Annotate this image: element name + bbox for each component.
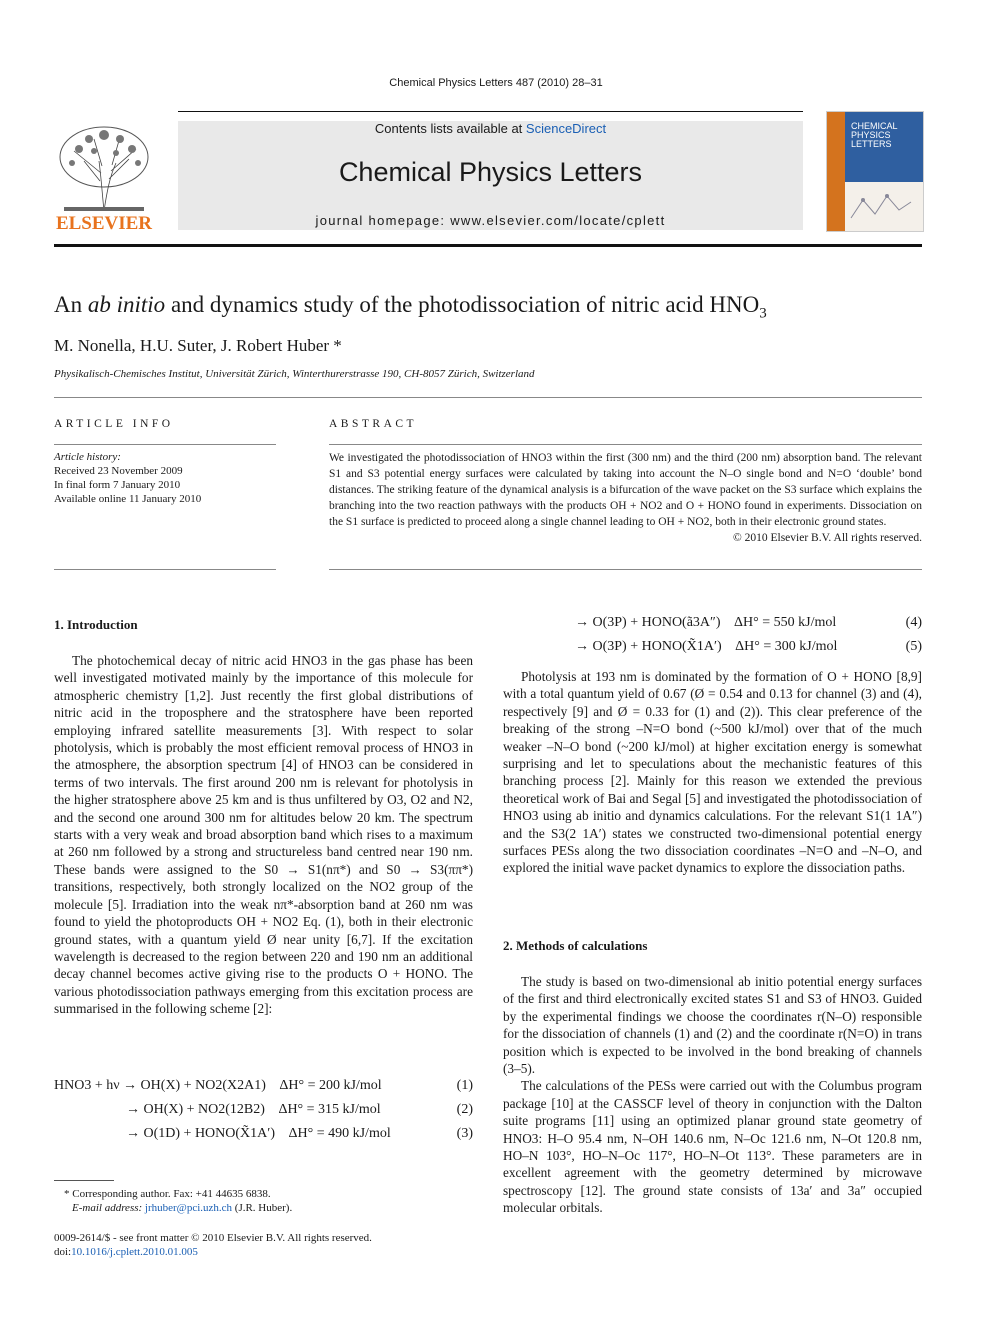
cover-title: CHEMICAL PHYSICS LETTERS (851, 121, 898, 149)
section-1-body (54, 652, 473, 1018)
header-top-rule (178, 111, 803, 112)
equation-1-enthalpy: ΔH° = 200 kJ/mol (279, 1078, 382, 1093)
equation-3 (126, 1126, 473, 1142)
methods-paragraph-2: The calculations of the PESs were carried out with the Columbus program package [10] at the CASSCF level of theory in conjunction with the Dalton suite programs [11] using an optimized planar ground state geometry of HNO3: H–O 95.4 nm, N–OH 140.6 nm, N–Oc 121.6 nm, N–Ot 120.8 nm, HO–N 103°, HO–N–Oc 117°, HO–N–Ot 113°. These parameters are in excellent agreement with the geometry determined by microwave spectroscopy [12]. The ground state consists of 13a′ and 3a″ occupied molecular orbitals. (503, 1078, 922, 1216)
abstract-bottom-rule (329, 569, 922, 570)
publisher-name: ELSEVIER (55, 213, 153, 234)
equation-5 (575, 639, 922, 655)
journal-banner (178, 121, 803, 230)
abstract-text: We investigated the photodissociation of HNO3 within the first (300 nm) and the third (200 nm) absorption band. The relevant S1 and S3 potential energy surfaces were calculated by taking into account the N–O single bond and N=O ‘double’ bond distances. The striking feature of the dynamical analysis is a bifurcation of the wave packet on the S3 surface which explains the branching into the two reaction pathways with the products OH + NO2 and O + HONO found in experiments. Dissociation on the S1 surface is predicted to proceed along a single channel leading to OH + NO2, both in their electronic ground states. (329, 452, 922, 528)
equation-5-lhs: → O(3P) + HONO(X̃1A′) (575, 639, 722, 654)
equation-2-enthalpy: ΔH° = 315 kJ/mol (278, 1102, 381, 1117)
equation-1 (54, 1078, 473, 1094)
equation-4-number: (4) (905, 615, 922, 630)
equation-5-number: (5) (905, 639, 922, 654)
footnote-rule (54, 1180, 114, 1181)
sciencedirect-link[interactable]: ScienceDirect (525, 121, 607, 136)
article-authors: M. Nonella, H.U. Suter, J. Robert Huber * (54, 336, 342, 355)
email-link[interactable]: jrhuber@pci.uzh.ch (144, 1202, 233, 1214)
article-info-rule (54, 444, 276, 445)
methods-paragraph-1: The study is based on two-dimensional ab initio potential energy surfaces of the first and third electronically excited states S1 and S3 of HNO3. Guided by the experimental findings we choose the coordinates r(N–O) responsible for the dissociation of channels (1) and (2) and the coordinate r(N=O) in trans position which is expected to be involved in the bond breaking of channels (3–5). (503, 974, 922, 1077)
cover-graphic-icon (849, 188, 919, 224)
intro-paragraph: The photochemical decay of nitric acid HNO3 in the gas phase has been well investigated motivated mainly by the importance of this molecule for atmospheric chemistry [1,2]. Just recently the first global distributions of nitric acid in the troposphere and the stratosphere have been reported employing infrared satellite measurements [3]. With respect to solar photolysis, which is probably the most efficient removal process of HNO3 in the atmosphere, the absorption spectrum [4] of HNO3 can be considered in terms of two intervals. The first around 200 nm is relevant for photolysis in the higher stratosphere above 25 km and is thus unfiltered by O3, O2 and N2, and the second one around 300 nm for altitudes below 20 km. The spectrum starts with a very weak and broad absorption band which rises to a maximum at 260 nm followed by a strong and structureless band centred near 190 nm. These bands were assigned to the S0 → S1(nπ*) and S0 → S3(ππ*) transitions, respectively, both strongly localized on the NO2 group of the molecule [5]. Irradiation into the weak nπ*-absorption band at 260 nm was found to yield the photoproducts OH + NO2 Eq. (1), both in their electronic ground states, with a quantum yield Ø near unity [6,7]. If the excitation wavelength is decreased to the region between 220 and 190 nm an additional decay channel becomes active giving rise to the products O + HONO. The various photodissociation pathways emerging from this excitation process are summarised in the following scheme [2]: (54, 653, 473, 1017)
article-title: An ab initio and dynamics study of the photodissociation of nitric acid $HNO_3$ (54, 292, 767, 322)
online-date: Available online 11 January 2010 (54, 493, 202, 505)
abstract-heading: ABSTRACT (329, 418, 418, 430)
equation-2-lhs: → OH(X) + NO2(12B2) (126, 1102, 265, 1117)
article-info-heading: ARTICLE INFO (54, 418, 174, 430)
author-affiliation: Physikalisch-Chemisches Institut, Universität Zürich, Winterthurerstrasse 190, CH-8057 Zürich, Switzerland (54, 368, 535, 380)
journal-title: Chemical Physics Letters (338, 157, 643, 187)
right-column-body (503, 668, 922, 877)
doi-line (54, 1245, 473, 1259)
final-form-date: In final form 7 January 2010 (54, 479, 181, 491)
contents-line (178, 121, 803, 136)
section-2-heading: 2. Methods of calculations (503, 938, 648, 953)
history-label: Article history: (54, 451, 121, 463)
footnote (54, 1187, 473, 1215)
equation-4 (575, 615, 922, 631)
journal-homepage[interactable]: journal homepage: www.elsevier.com/locate/cplett (315, 213, 666, 228)
article-info-bottom-rule (54, 569, 276, 570)
info-top-rule (54, 397, 922, 398)
section-1-heading: 1. Introduction (54, 617, 138, 632)
issn-block (54, 1231, 473, 1259)
equation-3-enthalpy: ΔH° = 490 kJ/mol (288, 1126, 391, 1141)
abstract-copyright: © 2010 Elsevier B.V. All rights reserved. (733, 532, 922, 544)
cover-stripe (827, 112, 845, 231)
equation-4-enthalpy: ΔH° = 550 kJ/mol (734, 615, 837, 630)
photolysis-paragraph: Photolysis at 193 nm is dominated by the formation of O + HONO [8,9] with a total quantum yield of 0.67 (Ø = 0.54 and 0.13 for channel (3) and (4), respectively [9] and Ø = 0.33 for (1) and (2)). This clear preference of the breaking of the strong –N=O bond (~500 kJ/mol) over that of the much weaker –N–O bond (~200 kJ/mol) at higher excitation energy is somewhat surprising and let to speculations about the mechanistic features of this branching process [2]. Mainly for this reason we extended the previous theoretical work of Bai and Segal [5] and investigated the photodissociation of HNO3 using ab initio and dynamics calculations. For the relevant S1(1 1A″) and the S3(2 1A′) states we constructed two-dimensional potential energy surfaces PESs along the two dissociation coordinates –N=O and –N–O, and explored the initial wave packet dynamics to explore the dissociation paths. (503, 669, 922, 876)
abstract-body (329, 450, 922, 546)
equation-5-enthalpy: ΔH° = 300 kJ/mol (735, 639, 838, 654)
equation-1-number: (1) (456, 1078, 473, 1093)
elsevier-logo (54, 121, 154, 233)
article-history (54, 450, 276, 506)
doi-link[interactable]: 10.1016/j.cplett.2010.01.005 (71, 1246, 198, 1258)
received-date: Received 23 November 2009 (54, 465, 183, 477)
equation-2-number: (2) (456, 1102, 473, 1117)
email-label: E-mail address: (72, 1202, 143, 1214)
equation-4-lhs: → O(3P) + HONO(ã3A″) (575, 615, 721, 630)
issn-line: 0009-2614/$ - see front matter © 2010 Elsevier B.V. All rights reserved. (54, 1232, 372, 1244)
journal-citation: Chemical Physics Letters 487 (2010) 28–31 (389, 77, 603, 89)
equation-1-lhs: HNO3 + hν → OH(X) + NO2(X2A1) (54, 1078, 266, 1093)
email-suffix: (J.R. Huber). (234, 1202, 293, 1214)
journal-cover (826, 111, 924, 232)
corresponding-author: * Corresponding author. Fax: +41 44635 6838. (64, 1188, 271, 1200)
equation-3-lhs: → O(1D) + HONO(X̃1A′) (126, 1126, 275, 1141)
abstract-rule (329, 444, 922, 445)
contents-prefix: Contents lists available at (374, 121, 523, 136)
doi-prefix: doi: (54, 1246, 72, 1258)
equation-2 (126, 1102, 473, 1118)
header-bottom-rule (54, 244, 922, 247)
section-2-body (503, 973, 922, 1217)
equation-3-number: (3) (456, 1126, 473, 1141)
email-line (54, 1201, 473, 1215)
